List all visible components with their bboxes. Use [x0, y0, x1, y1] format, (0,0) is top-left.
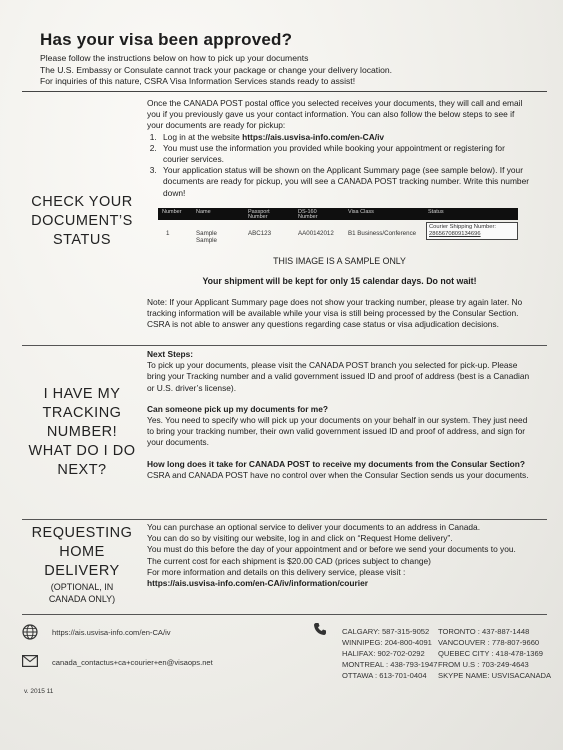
envelope-icon: [22, 655, 38, 667]
label-sub: (OPTIONAL, IN: [50, 582, 114, 592]
courier-shipping-box: [426, 222, 518, 240]
step-2: 2. You must use the information you provided while booking your appointment or registering for courier services.: [159, 143, 532, 165]
check-lead: Once the CANADA POST postal office you selected receives your documents, they will call and email you if you previously gave us your contact information. You can also follow the below steps to see if your documents are ready for pickup:: [147, 98, 523, 131]
intro-text: [40, 53, 520, 88]
phone-entry: MONTREAL : 438-793-1947: [342, 660, 438, 669]
label-sub: CANADA ONLY): [48, 594, 116, 604]
sample-header-cell: DS-160 Number: [298, 209, 318, 220]
intro-line: The U.S. Embassy or Consulate cannot track your package or change your delivery location.: [40, 64, 393, 75]
courier-info-url[interactable]: https://ais.usvisa-info.com/en-CA/iv/information/courier: [147, 578, 369, 589]
section-label-tracking: [22, 385, 142, 480]
phone-icon: [313, 622, 327, 636]
divider: [22, 614, 547, 615]
step-1-text: Log in at the website: [163, 131, 243, 142]
label-line: NUMBER!: [46, 424, 118, 440]
phone-entry: FROM U.S : 703-249-4643: [438, 660, 529, 669]
sample-header-cell: Visa Class: [348, 209, 374, 215]
label-line: I HAVE MY: [43, 386, 121, 402]
check-status-content: [147, 98, 532, 199]
intro-line: For inquiries of this nature, CSRA Visa Information Services stands ready to assist!: [40, 76, 356, 86]
sample-caption: THIS IMAGE IS A SAMPLE ONLY: [273, 256, 406, 266]
phone-entry: TORONTO : 437-887-1448: [438, 627, 530, 636]
divider: [22, 345, 547, 346]
version-label: v. 2015 11: [24, 688, 54, 695]
step-1: [159, 132, 532, 143]
sample-cell: 1: [166, 230, 170, 237]
divider: [22, 519, 547, 520]
label-line: WHAT DO I DO: [28, 443, 136, 459]
question-pickup: Can someone pick up my documents for me?: [147, 403, 329, 414]
label-line: STATUS: [52, 232, 112, 248]
label-line: DOCUMENT’S: [31, 213, 133, 229]
delivery-line: You can do so by visiting our website, log in and click on “Request Home delivery”.: [147, 533, 453, 544]
sample-header-cell: Number: [162, 209, 182, 215]
label-line: TRACKING: [42, 405, 122, 421]
delivery-line: The current cost for each shipment is $20.00 CAD (prices subject to change): [147, 555, 431, 566]
section-label-check-status: [22, 193, 142, 250]
next-steps-text: To pick up your documents, please visit the CANADA POST branch you selected for pick-up. Please bring your Tracking number and a valid government issued ID and proof of address (best is a Canadian or U.S. driver’s license).: [147, 360, 530, 393]
step-3: 3. Your application status will be shown on the Applicant Summary page (see sample below). If your documents are ready for pickup, you will see a CANADA POST tracking number. Write this number down!: [159, 165, 532, 199]
phone-list-2: [438, 626, 551, 681]
sample-cell: B1 Business/Conference: [348, 230, 417, 237]
label-line: DELIVERY: [44, 563, 120, 579]
delivery-line: You can purchase an optional service to deliver your documents to an address in Canada.: [147, 522, 481, 532]
check-note: Note: If your Applicant Summary page does not show your tracking number, please try again later. No tracking information will be available while your visa is still being processed by the Consular Section. CSRA is not able to answer any questions regarding case status or visa adjudication decisions.: [147, 297, 523, 330]
phone-entry: QUEBEC CITY : 418-478-1369: [438, 649, 543, 658]
footer-website[interactable]: https://ais.usvisa-info.com/en-CA/iv: [52, 628, 171, 637]
sample-summary-image: [158, 208, 518, 258]
phone-entry: OTTAWA : 613-701-0404: [342, 671, 427, 680]
label-line: CHECK YOUR: [31, 194, 133, 210]
section-label-home-delivery: [22, 524, 142, 605]
answer-duration: CSRA and CANADA POST have no control over when the Consular Section sends us your documents.: [147, 469, 529, 480]
label-line: HOME: [59, 544, 105, 560]
footer-email[interactable]: canada_contactus+ca+courier+en@visaops.net: [52, 658, 213, 667]
sample-cell: Sample Sample: [196, 230, 217, 244]
question-duration: How long does it take for CANADA POST to receive my documents from the Consular Section?: [147, 458, 526, 469]
phone-entry: WINNIPEG: 204-800-4091: [342, 638, 432, 647]
sample-cell: ABC123: [248, 230, 272, 237]
ship-label: Courier Shipping Number:: [429, 224, 497, 230]
divider: [22, 91, 547, 92]
home-delivery-content: [147, 522, 532, 589]
sample-header-cell: Status: [428, 209, 444, 215]
answer-pickup: Yes. You need to specify who will pick up your documents on your behalf in our system. They just need to bring your tracking number, their own valid government issued ID and proof of address, and sign for your documents.: [147, 415, 528, 448]
ship-number: 2865670809134696: [429, 231, 481, 237]
delivery-line: You must do this before the day of your appointment and or before we send your documents to you.: [147, 544, 516, 555]
label-line: NEXT?: [57, 462, 107, 478]
label-line: REQUESTING: [31, 525, 133, 541]
sample-header-cell: Passport Number: [248, 209, 270, 220]
sample-table-header: [158, 208, 518, 220]
next-steps-heading: Next Steps:: [147, 349, 194, 359]
phone-entry: SKYPE NAME: USVISACANADA: [438, 671, 552, 680]
phone-entry: VANCOUVER : 778-807-9660: [438, 638, 540, 647]
delivery-line: For more information and details on this delivery service, please visit :: [147, 566, 406, 577]
tracking-content: [147, 349, 532, 481]
login-url[interactable]: https://ais.usvisa-info.com/en-CA/iv: [242, 131, 385, 142]
page-title: Has your visa been approved?: [40, 30, 293, 49]
sample-header-cell: Name: [196, 209, 211, 215]
intro-line: Please follow the instructions below on how to pick up your documents: [40, 53, 309, 63]
phone-entry: CALGARY: 587-315-9052: [342, 627, 430, 636]
shipment-warning: Your shipment will be kept for only 15 calendar days. Do not wait!: [202, 276, 477, 286]
phone-entry: HALIFAX: 902-702-0292: [342, 649, 425, 658]
phone-list-1: [342, 626, 438, 681]
globe-icon: [22, 624, 38, 640]
sample-cell: AA00142012: [298, 230, 334, 237]
